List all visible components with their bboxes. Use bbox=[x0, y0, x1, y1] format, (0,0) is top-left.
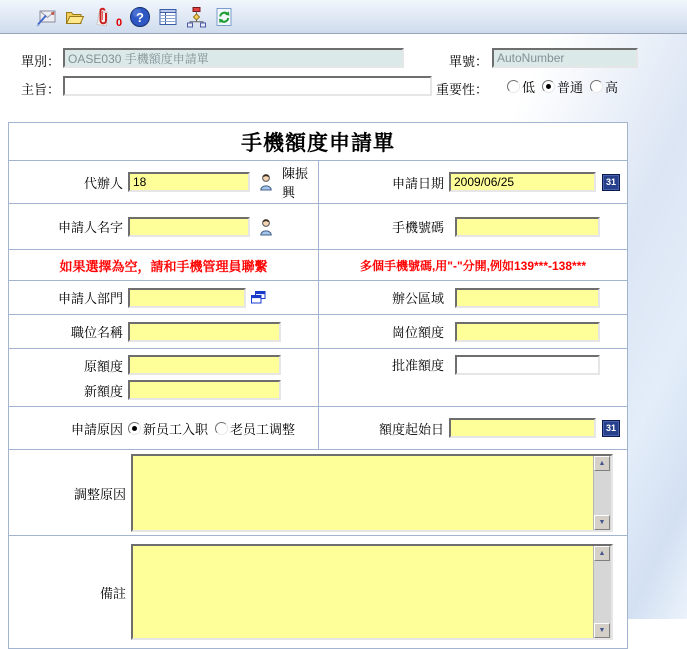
original-quota-input[interactable] bbox=[128, 355, 281, 375]
agent-person-lookup[interactable] bbox=[258, 173, 274, 191]
adjust-reason-label: 調整原因 bbox=[73, 486, 126, 502]
svg-text:?: ? bbox=[136, 9, 145, 25]
radio-unchecked-icon bbox=[590, 80, 603, 93]
attachment-icon bbox=[91, 6, 113, 28]
scrollbar[interactable] bbox=[593, 456, 611, 530]
original-quota-label: 原額度 bbox=[83, 358, 123, 374]
scrollbar[interactable] bbox=[593, 546, 611, 638]
form-table bbox=[8, 122, 628, 537]
office-area-input[interactable] bbox=[455, 288, 600, 308]
row-quota bbox=[9, 348, 627, 406]
calendar-icon[interactable]: 31 bbox=[602, 420, 620, 437]
person-icon bbox=[258, 173, 274, 191]
agent-person-name: 陳振興 bbox=[282, 166, 309, 200]
radio-label: 老员工调整 bbox=[230, 421, 296, 437]
mobile-number-input[interactable] bbox=[455, 217, 600, 237]
form-list-button[interactable] bbox=[156, 5, 180, 29]
mobile-number-label: 手機號碼 bbox=[391, 220, 444, 235]
remark-textarea[interactable] bbox=[131, 544, 613, 640]
apply-date-input[interactable] bbox=[449, 172, 596, 192]
toolbar bbox=[0, 0, 687, 34]
radio-label: 普通 bbox=[557, 80, 584, 95]
reason-option-old-employee[interactable] bbox=[215, 419, 295, 438]
scroll-down-button[interactable]: ▼ bbox=[594, 623, 610, 638]
quota-start-date-input[interactable] bbox=[449, 418, 596, 438]
radio-checked-icon bbox=[542, 80, 555, 93]
workflow-button[interactable] bbox=[184, 5, 208, 29]
doc-type-label: 單別： bbox=[20, 54, 60, 69]
doc-no-input[interactable] bbox=[492, 48, 638, 68]
send-mail-button[interactable] bbox=[34, 5, 58, 29]
radio-unchecked-icon bbox=[215, 422, 228, 435]
windows-select-icon bbox=[251, 291, 266, 304]
attachment-button[interactable] bbox=[90, 5, 114, 29]
form-title: 手機額度申請單 bbox=[241, 131, 395, 155]
importance-option-high[interactable] bbox=[590, 77, 618, 96]
scroll-up-button[interactable]: ▲ bbox=[594, 456, 610, 471]
importance-radio-group bbox=[507, 77, 625, 96]
position-name-input[interactable] bbox=[128, 322, 281, 342]
remark-table bbox=[8, 535, 628, 649]
radio-label: 高 bbox=[605, 80, 619, 95]
row-agent-date bbox=[9, 160, 627, 203]
workflow-icon bbox=[185, 6, 207, 28]
agent-input[interactable] bbox=[128, 172, 250, 192]
subject-input[interactable] bbox=[63, 76, 432, 96]
approved-quota-label: 批准額度 bbox=[391, 358, 444, 373]
scroll-down-button[interactable]: ▼ bbox=[594, 515, 610, 530]
row-hints bbox=[9, 249, 627, 280]
radio-label: 新员工入职 bbox=[143, 421, 209, 437]
applicant-person-lookup[interactable] bbox=[258, 218, 274, 236]
open-folder-button[interactable] bbox=[62, 5, 86, 29]
radio-unchecked-icon bbox=[507, 80, 520, 93]
apply-reason-label: 申請原因 bbox=[70, 421, 123, 437]
row-dept-area bbox=[9, 280, 627, 314]
adjust-reason-textarea[interactable] bbox=[131, 454, 613, 532]
dept-select-button[interactable] bbox=[251, 291, 266, 304]
row-position bbox=[9, 314, 627, 348]
importance-option-low[interactable] bbox=[507, 77, 535, 96]
scroll-up-button[interactable]: ▲ bbox=[594, 546, 610, 561]
hint-empty-contact-admin: 如果選擇為空，請和手機管理員聯繫 bbox=[59, 258, 268, 274]
new-quota-label: 新額度 bbox=[83, 383, 123, 399]
apply-reason-radio-group bbox=[128, 419, 302, 438]
refresh-icon bbox=[213, 6, 235, 28]
radio-label: 低 bbox=[522, 80, 536, 95]
person-icon bbox=[258, 218, 274, 236]
importance-option-normal[interactable] bbox=[542, 77, 583, 96]
attachment-count: 0 bbox=[116, 16, 123, 29]
row-reason-startdate bbox=[9, 406, 627, 449]
subject-label: 主旨： bbox=[20, 82, 60, 97]
reason-option-new-employee[interactable] bbox=[128, 419, 208, 438]
importance-label: 重要性： bbox=[435, 82, 488, 97]
remark-label: 備註 bbox=[99, 585, 126, 601]
help-button[interactable] bbox=[128, 5, 152, 29]
applicant-dept-label: 申請人部門 bbox=[57, 291, 123, 306]
refresh-button[interactable] bbox=[212, 5, 236, 29]
applicant-dept-input[interactable] bbox=[128, 288, 246, 308]
position-quota-label: 崗位額度 bbox=[391, 325, 444, 340]
radio-checked-icon bbox=[128, 422, 141, 435]
quota-start-date-label: 額度起始日 bbox=[378, 421, 444, 437]
new-quota-input[interactable] bbox=[128, 380, 281, 400]
doc-no-label: 單號： bbox=[448, 54, 488, 69]
row-name-mobile bbox=[9, 203, 627, 249]
applicant-name-input[interactable] bbox=[128, 217, 250, 237]
row-adjust-reason bbox=[9, 449, 627, 536]
send-mail-icon bbox=[35, 6, 57, 28]
position-name-label: 職位名稱 bbox=[70, 325, 123, 340]
form-list-icon bbox=[157, 6, 179, 28]
doc-type-input[interactable] bbox=[63, 48, 404, 68]
hint-multiple-numbers: 多個手機號碼,用"-"分開,例如139***-138*** bbox=[359, 258, 587, 273]
approved-quota-input[interactable] bbox=[455, 355, 600, 375]
applicant-name-label: 申請人名字 bbox=[57, 220, 123, 235]
help-icon bbox=[129, 6, 151, 28]
agent-label: 代辦人 bbox=[83, 175, 123, 191]
office-area-label: 辦公區域 bbox=[391, 291, 444, 306]
position-quota-input[interactable] bbox=[455, 322, 600, 342]
calendar-icon[interactable]: 31 bbox=[602, 174, 620, 191]
open-folder-icon bbox=[63, 6, 85, 28]
apply-date-label: 申請日期 bbox=[391, 175, 444, 191]
